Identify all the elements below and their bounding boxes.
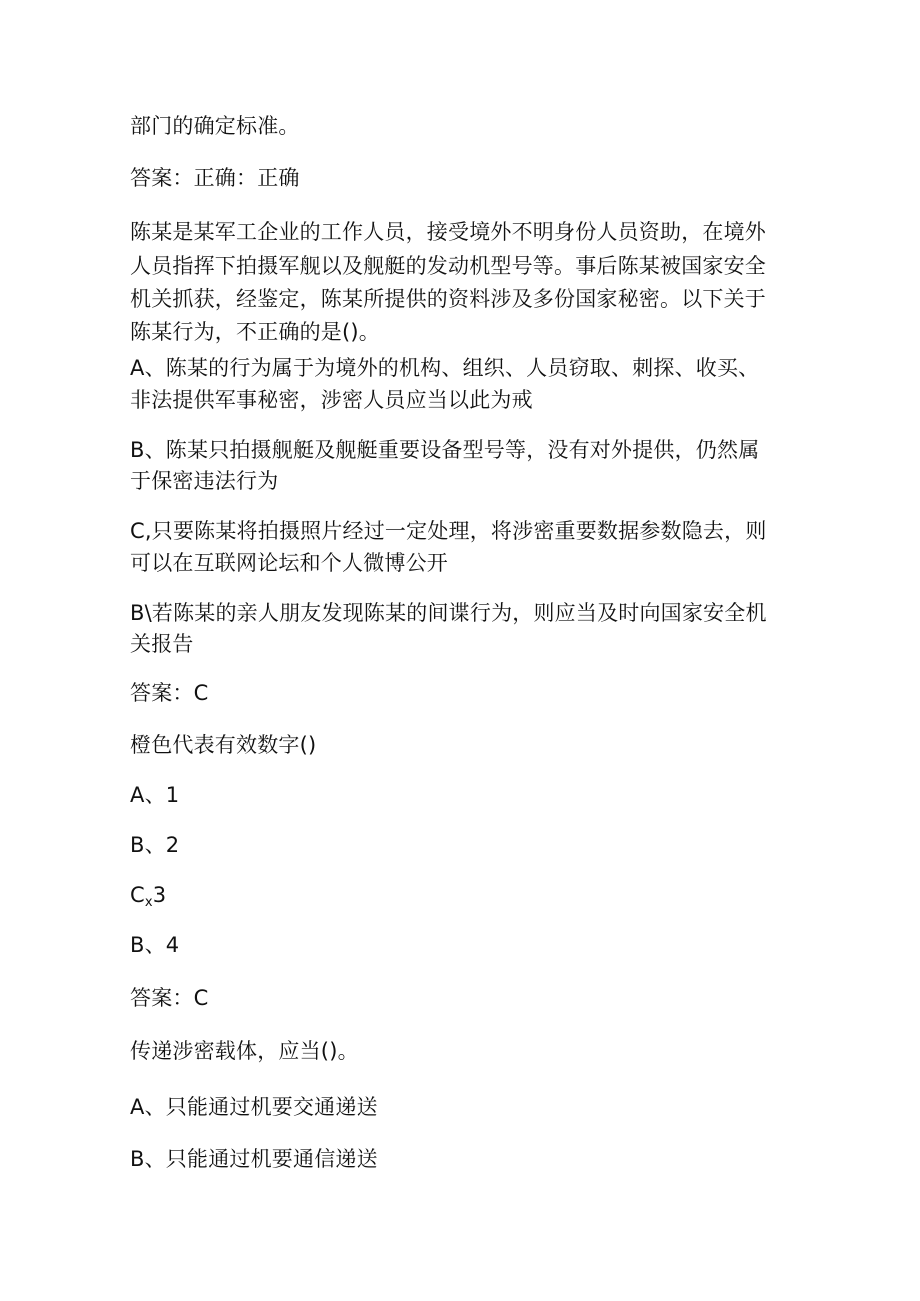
option-line: 关报告 — [130, 632, 194, 656]
question-text-line: 陈某行为，不正确的是()。 — [130, 320, 380, 344]
option-line: B、陈某只拍摄舰艇及舰艇重要设备型号等，没有对外提供，仍然属 — [130, 438, 760, 462]
answer-line: 答案：C — [130, 986, 209, 1010]
option-line — [130, 879, 166, 919]
option-line: A、1 — [130, 783, 180, 807]
option-line: B、只能通过机要通信递送 — [130, 1147, 378, 1171]
option-line: 可以在互联网论坛和个人微博公开 — [130, 551, 448, 575]
option-line: B、2 — [130, 833, 180, 857]
option-line: C,只要陈某将拍摄照片经过一定处理，将涉密重要数据参数隐去，则 — [130, 519, 767, 543]
question-text-line: 人员指挥下拍摄军舰以及舰艇的发动机型号等。事后陈某被国家安全 — [130, 254, 766, 278]
option-subscript: x — [144, 895, 153, 910]
text-line: 部门的确定标准。 — [130, 114, 300, 138]
question-text-line: 陈某是某军工企业的工作人员，接受境外不明身份人员资助，在境外 — [130, 220, 766, 244]
question-text-line: 机关抓获，经鉴定，陈某所提供的资料涉及多份国家秘密。以下关于 — [130, 287, 766, 311]
question-text-line: 传递涉密载体，应当()。 — [130, 1039, 359, 1063]
option-line: 非法提供军事秘密，涉密人员应当以此为戒 — [130, 388, 533, 412]
option-letter: C — [130, 883, 145, 907]
option-line: 于保密违法行为 — [130, 469, 279, 493]
option-value: 3 — [152, 883, 167, 907]
option-line: A、只能通过机要交通递送 — [130, 1095, 378, 1119]
answer-line: 答案：正确：正确 — [130, 166, 300, 190]
option-line: B\若陈某的亲人朋友发现陈某的间谍行为，则应当及时向国家安全机 — [130, 601, 767, 625]
option-line: B、4 — [130, 933, 180, 957]
option-line: A、陈某的行为属于为境外的机构、组织、人员窃取、刺探、收买、 — [130, 356, 760, 380]
question-text-line: 橙色代表有效数字() — [130, 733, 317, 757]
answer-line: 答案：C — [130, 681, 209, 705]
